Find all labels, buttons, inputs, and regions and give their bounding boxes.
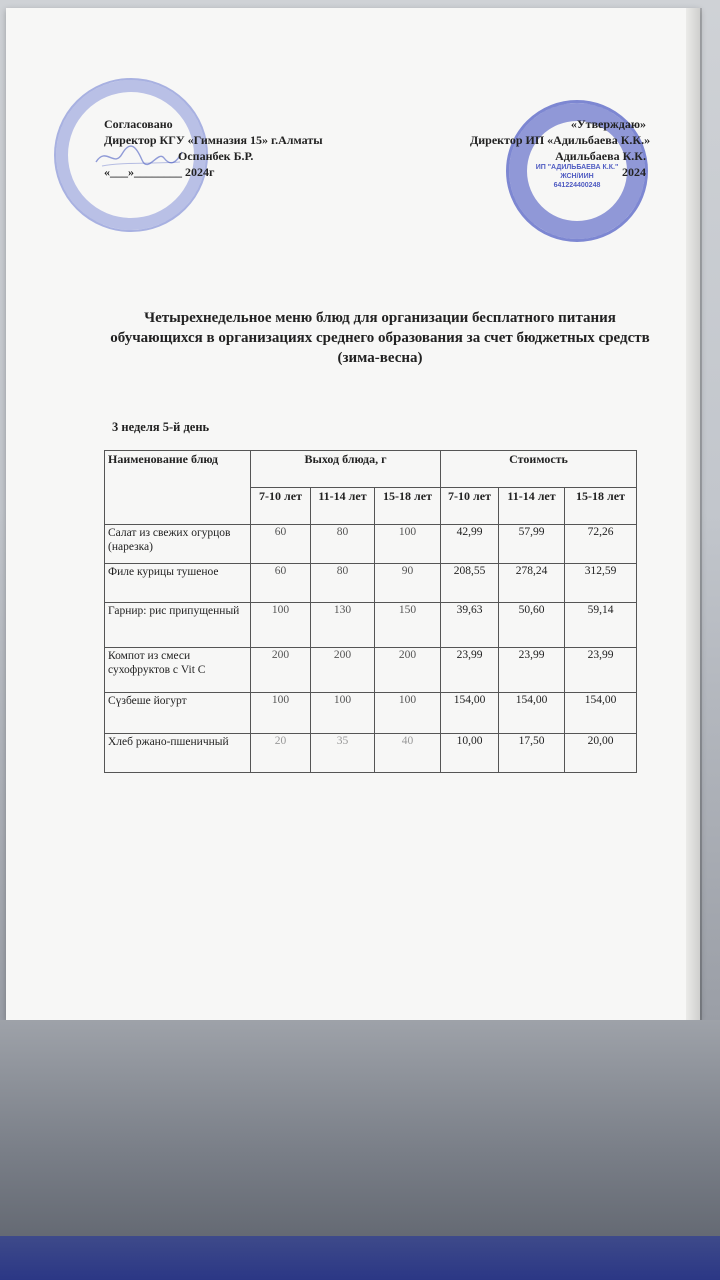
output-value: 40 <box>375 734 441 773</box>
output-value: 100 <box>251 693 311 734</box>
approval-right-signatory: Адильбаева К.К. <box>555 149 646 163</box>
approval-right <box>470 117 651 180</box>
cost-value: 154,00 <box>499 693 565 734</box>
approval-right-position: Директор ИП «Адильбаева К.К.» <box>470 133 651 147</box>
document-title: Четырехнедельное меню блюд для организации бесплатного питания обучающихся в организациях среднего образования за счет бюджетных средств (зима-весна) <box>110 310 650 366</box>
dish-name: Хлеб ржано-пшеничный <box>105 734 251 773</box>
output-value: 200 <box>251 648 311 693</box>
cost-value: 42,99 <box>441 525 499 564</box>
output-value: 100 <box>251 603 311 648</box>
output-value: 200 <box>311 648 375 693</box>
header-age: 11-14 лет <box>311 488 375 525</box>
table-row <box>105 648 637 693</box>
output-value: 100 <box>375 693 441 734</box>
approval-left-heading: Согласовано <box>104 117 173 131</box>
cost-value: 23,99 <box>441 648 499 693</box>
header-age: 7-10 лет <box>251 488 311 525</box>
cost-value: 20,00 <box>565 734 637 773</box>
cost-value: 278,24 <box>499 564 565 603</box>
output-value: 60 <box>251 564 311 603</box>
output-value: 35 <box>311 734 375 773</box>
cost-value: 59,14 <box>565 603 637 648</box>
header-age: 15-18 лет <box>565 488 637 525</box>
approval-left-signatory: Оспанбек Б.Р. <box>178 149 254 163</box>
cost-value: 50,60 <box>499 603 565 648</box>
table-row <box>105 564 637 603</box>
output-value: 150 <box>375 603 441 648</box>
header-age: 15-18 лет <box>375 488 441 525</box>
cost-value: 312,59 <box>565 564 637 603</box>
cost-value: 57,99 <box>499 525 565 564</box>
approval-left-date: «___»________ 2024г <box>104 165 215 179</box>
table-header-row <box>105 451 637 488</box>
approval-right-date: 2024 <box>622 165 646 179</box>
cost-value: 154,00 <box>565 693 637 734</box>
header-age: 11-14 лет <box>499 488 565 525</box>
dish-name: Филе курицы тушеное <box>105 564 251 603</box>
header-dish-name: Наименование блюд <box>105 451 251 525</box>
header-output: Выход блюда, г <box>251 451 441 488</box>
header-age: 7-10 лет <box>441 488 499 525</box>
cost-value: 23,99 <box>499 648 565 693</box>
stamp-right-line1: ИП "АДИЛЬБАЕВА К.К." <box>535 164 619 171</box>
output-value: 100 <box>375 525 441 564</box>
cost-value: 39,63 <box>441 603 499 648</box>
cost-value: 23,99 <box>565 648 637 693</box>
approval-left <box>104 116 323 180</box>
output-value: 20 <box>251 734 311 773</box>
dish-name: Гарнир: рис припущенный <box>105 603 251 648</box>
cost-value: 72,26 <box>565 525 637 564</box>
dish-name: Компот из смеси сухофруктов с Vit C <box>105 648 251 693</box>
dish-name: Салат из свежих огурцов (нарезка) <box>105 525 251 564</box>
output-value: 100 <box>311 693 375 734</box>
table-row <box>105 734 637 773</box>
document-subtitle: 3 неделя 5-й день <box>112 420 210 434</box>
approval-right-heading: «Утверждаю» <box>570 117 646 131</box>
cost-value: 154,00 <box>441 693 499 734</box>
background-strip <box>0 1236 720 1280</box>
dish-name: Сүзбеше йогурт <box>105 693 251 734</box>
table-row <box>105 525 637 564</box>
stamp-right-line3: 641224400248 <box>553 182 601 189</box>
table-row <box>105 693 637 734</box>
output-value: 80 <box>311 564 375 603</box>
cost-value: 10,00 <box>441 734 499 773</box>
table-row <box>105 603 637 648</box>
output-value: 60 <box>251 525 311 564</box>
stamp-right-line2: ЖСН/ИИН <box>560 173 594 180</box>
menu-table <box>104 450 637 773</box>
page-shadow-edge <box>686 8 702 1020</box>
output-value: 90 <box>375 564 441 603</box>
output-value: 200 <box>375 648 441 693</box>
header-cost: Стоимость <box>441 451 637 488</box>
cost-value: 208,55 <box>441 564 499 603</box>
output-value: 130 <box>311 603 375 648</box>
approval-left-position: Директор КГУ «Гимназия 15» г.Алматы <box>104 133 323 147</box>
output-value: 80 <box>311 525 375 564</box>
cost-value: 17,50 <box>499 734 565 773</box>
